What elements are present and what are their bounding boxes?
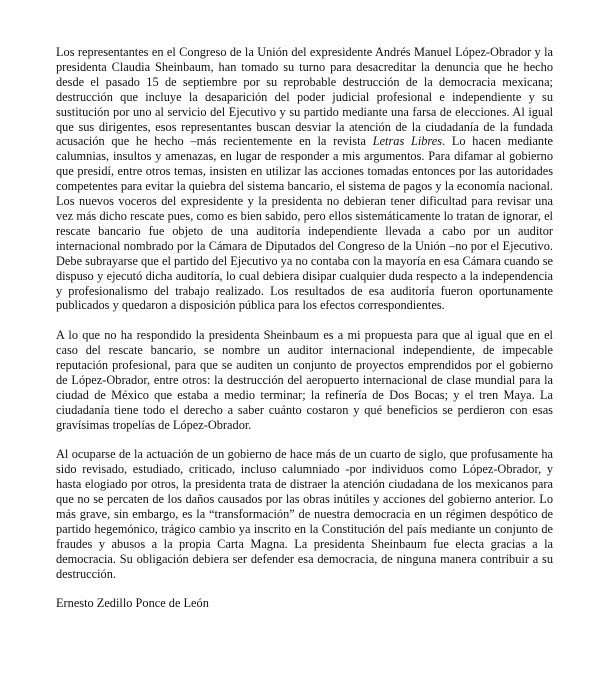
paragraph-3: Al ocuparse de la actuación de un gobierno de hace más de un cuarto de siglo, que profusamente ha sido revisado, estudiado, criticado, incluso calumniado -por individuos como López-Obrador, y hasta elogiado por otros, la presidenta trata de distraer la atención ciudadana de los mexicanos para que no se percaten de los daños causados por las obras inútiles y acciones del gobierno anterior. Lo más grave, sin embargo, es la “transformación” de nuestra democracia en un régimen despótico de partido hegemónico, trágico cambio ya inscrito en la Constitución del país mediante un conjunto de fraudes y abusos a la propia Carta Magna. La presidenta Sheinbaum fue electa gracias a la democracia. Su obligación debiera ser defender esa democracia, de ninguna manera contribuir a su destrucción. <box>56 447 553 581</box>
paragraph-1-text-end: . Lo hacen mediante calumnias, insultos y amenazas, en lugar de responder a mis argumentos. Para difamar al gobierno que presidí, entre otros temas, insisten en utilizar las acciones tomadas entonces por las autoridades competentes para evitar la quiebra del sistema bancario, el sistema de pagos y la economía nacional. Los nuevos voceros del expresidente y la presidenta no debieran tener dificultad para revisar una vez más dicho rescate pues, como es bien sabido, pero ellos sistemáticamente lo tratan de ignorar, el rescate bancario fue objeto de una auditoría independiente llevada a cabo por un auditor internacional nombrado por la Cámara de Diputados del Congreso de la Unión –no por el Ejecutivo. Debe subrayarse que el partido del Ejecutivo ya no contaba con la mayoría en esa Cámara cuando se dispuso y ejecutó dicha auditoría, lo cual debiera disipar cualquier duda respecto a la independencia y profesionalismo del trabajo realizado. Los resultados de esa auditoría fueron oportunamente publicados y quedaron a disposición pública para los efectos correspondientes. <box>56 134 553 313</box>
paragraph-1 <box>56 45 553 313</box>
magazine-title: Letras Libres <box>372 134 443 149</box>
paragraph-1-text-start: Los representantes en el Congreso de la Unión del expresidente Andrés Manuel López-Obrador y la presidenta Claudia Sheinbaum, han tomado su turno para desacreditar la denuncia que he hecho desde el pasado 15 de septiembre por su reprobable destrucción de la democracia mexicana; destrucción que incluye la desaparición del poder judicial profesional e independiente y su sustitución por uno al servicio del Ejecutivo y su partido mediante una farsa de elecciones. Al igual que sus dirigentes, esos representantes buscan desviar la atención de la ciudadanía de la fundada acusación que he hecho –más recientemente en la revista <box>56 45 553 149</box>
paragraph-2: A lo que no ha respondido la presidenta Sheinbaum es a mi propuesta para que al igual que en el caso del rescate bancario, se nombre un auditor internacional independiente, de impecable reputación profesional, para que se auditen un conjunto de proyectos emprendidos por el gobierno de López-Obrador, entre otros: la destrucción del aeropuerto internacional de clase mundial para la ciudad de México que estaba a medio terminar; la refinería de Dos Bocas; y el tren Maya. La ciudadanía tiene todo el derecho a saber cuánto costaron y qué beneficios se perdieron con esas gravísimas tropelías de López-Obrador. <box>56 328 553 432</box>
author-signature: Ernesto Zedillo Ponce de León <box>56 596 209 611</box>
